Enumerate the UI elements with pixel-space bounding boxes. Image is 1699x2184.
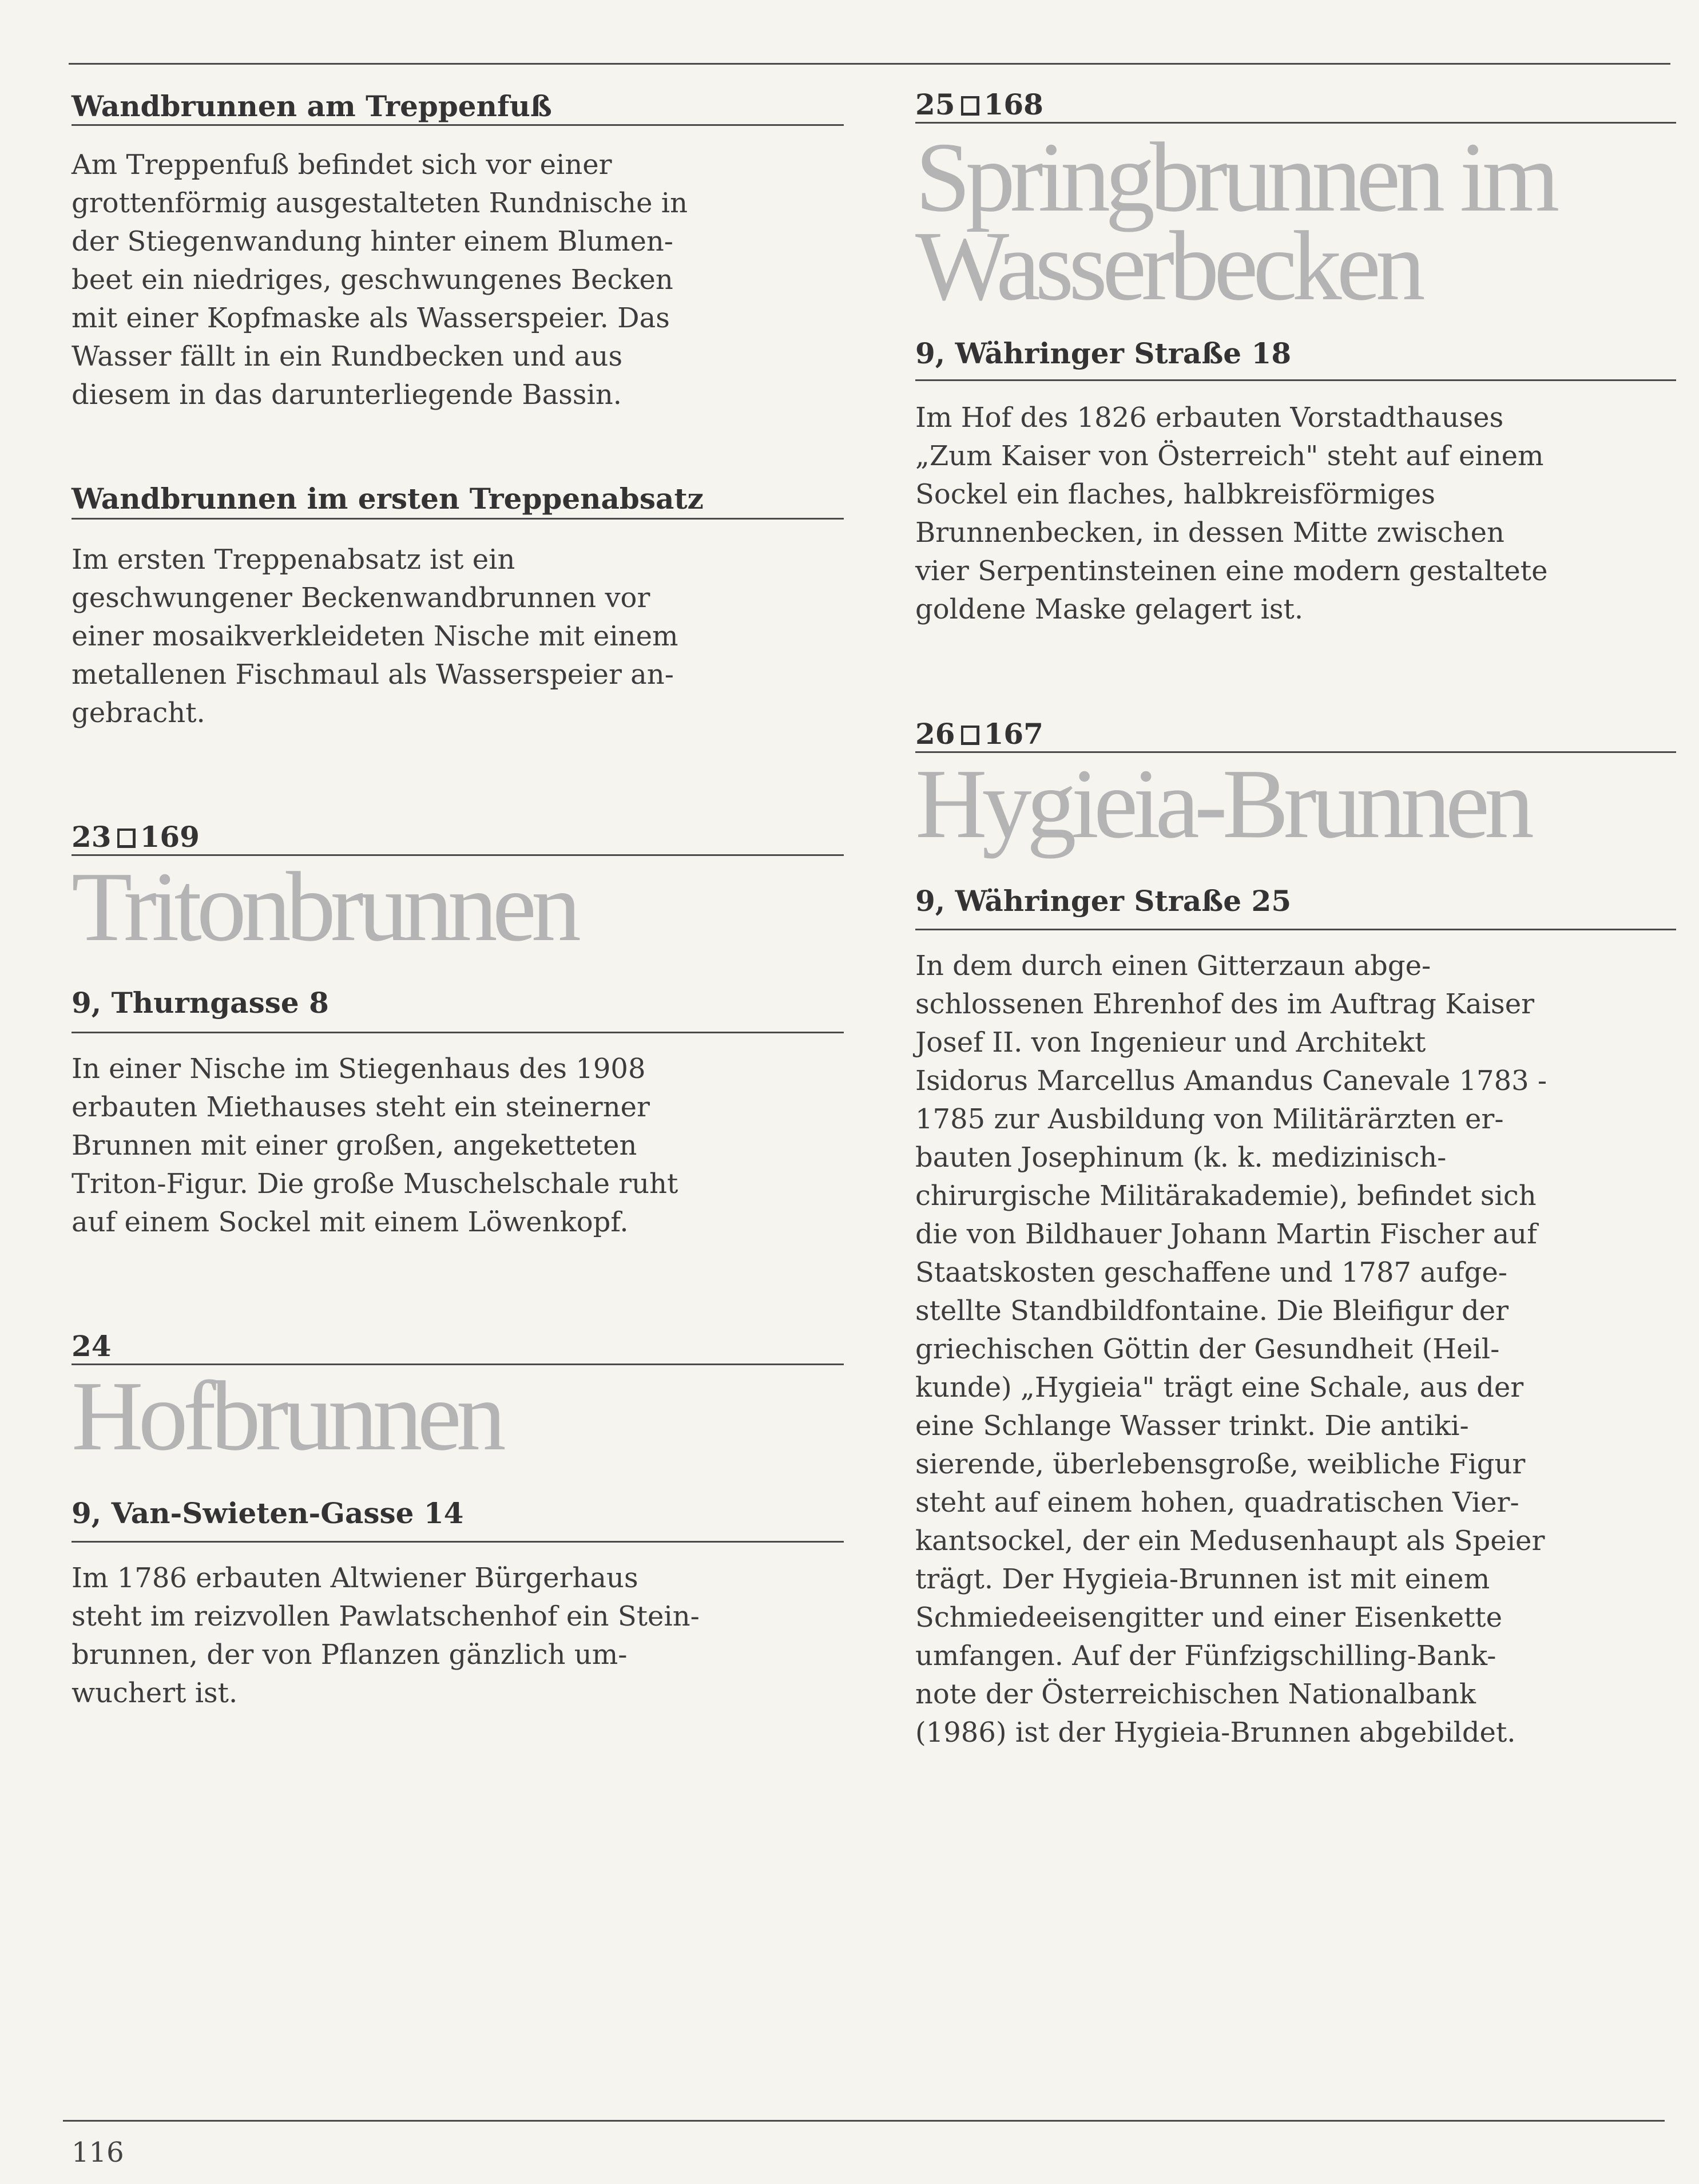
entry-title: Hygieia-Brunnen <box>915 748 1529 859</box>
entry-number: 24 <box>72 1329 112 1363</box>
bottom-rule <box>63 2120 1665 2122</box>
entry-number-value: 25 <box>915 88 955 121</box>
entry-text: Im Hof des 1826 erbauten Vorstadthauses „Zum Kaiser von Österreich" steht auf einem Sockel ein flaches, halbkreisförmiges Brunnenbecken, in dessen Mitte zwischen vier Serpentinsteinen eine modern gestaltete goldene Maske gelagert ist. <box>915 402 1548 625</box>
section-text-treppenabsatz: Im ersten Treppenabsatz ist ein geschwungener Beckenwandbrunnen vor einer mosaikverkleideten Nische mit einem metallenen Fischmaul als Wasserspeier an- gebracht. <box>72 544 678 729</box>
checkbox-icon <box>961 96 979 116</box>
entry-address: 9, Van-Swieten-Gasse 14 <box>72 1496 464 1530</box>
entry-title: Tritonbrunnen <box>72 851 576 962</box>
entry-title-line2: Wasserbecken <box>915 211 1420 321</box>
top-rule <box>69 63 1670 65</box>
page-number: 116 <box>72 2137 124 2169</box>
entry-text: In dem durch einen Gitterzaun abge- schlossenen Ehrenhof des im Auftrag Kaiser Josef II. von Ingenieur und Architekt Isidorus Marcellus Amandus Canevale 1783 - 1785 zur Ausbildung von Militärärzten er- bauten Josephinum (k. k. medizinisch- chirurgische Militärakademie), befindet sich die von Bildhauer Johann Martin Fischer auf Staatskosten geschaffene und 1787 aufge- stellte Standbildfontaine. Die Bleifigur der griechischen Göttin der Gesundheit (Heil- kunde) „Hygieia" trägt eine Schale, aus der eine Schlange Wasser trinkt. Die antiki- sierende, überlebensgroße, weibliche Figur steht auf einem hohen, quadratischen Vier- kantsockel, der ein Medusenhaupt als Speier trägt. Der Hygieia-Brunnen ist mit einem Schmiedeeisengitter und einer Eisenkette umfangen. Auf der Fünfzigschilling-Bank- note der Österreichischen Nationalbank (1986) ist der Hygieia-Brunnen abgebildet. <box>915 950 1547 1749</box>
section-rule <box>72 124 844 126</box>
section-heading-treppenfuss: Wandbrunnen am Treppenfuß <box>72 89 552 123</box>
entry-title: Hofbrunnen <box>72 1361 501 1471</box>
address-rule <box>915 929 1676 930</box>
entry-number <box>72 820 200 854</box>
entry-address: 9, Thurngasse 8 <box>72 986 329 1020</box>
section-heading-treppenabsatz: Wandbrunnen im ersten Treppenabsatz <box>72 482 704 516</box>
entry-reference: 167 <box>983 717 1043 751</box>
checkbox-icon <box>117 829 136 848</box>
entry-number <box>915 717 1043 751</box>
address-rule <box>72 1032 844 1033</box>
section-text-treppenfuss: Am Treppenfuß befindet sich vor einer grottenförmig ausgestalteten Rundnische in der Stiegenwandung hinter einem Blumen- beet ein niedriges, geschwungenes Becken mit einer Kopfmaske als Wasserspeier. Das Wasser fällt in ein Rundbecken und aus diesem in das darunterliegende Bassin. <box>72 149 688 411</box>
entry-number-value: 26 <box>915 717 955 751</box>
entry-reference: 169 <box>140 820 200 854</box>
entry-reference: 168 <box>983 88 1043 121</box>
address-rule <box>915 379 1676 381</box>
section-rule <box>72 518 844 520</box>
entry-number <box>915 88 1043 122</box>
entry-title-line1: Springbrunnen im <box>915 122 1555 232</box>
entry-address: 9, Währinger Straße 18 <box>915 336 1292 370</box>
entry-address: 9, Währinger Straße 25 <box>915 884 1292 918</box>
entry-number-value: 23 <box>72 820 112 854</box>
checkbox-icon <box>961 726 979 745</box>
entry-text: In einer Nische im Stiegenhaus des 1908 erbauten Miethauses steht ein steinerner Brunnen mit einer großen, angeketteten Triton-Figur. Die große Muschelschale ruht auf einem Sockel mit einem Löwenkopf. <box>72 1053 678 1238</box>
entry-text: Im 1786 erbauten Altwiener Bürgerhaus steht im reizvollen Pawlatschenhof ein Stein- brunnen, der von Pflanzen gänzlich um- wuchert ist. <box>72 1562 700 1709</box>
address-rule <box>72 1541 844 1543</box>
